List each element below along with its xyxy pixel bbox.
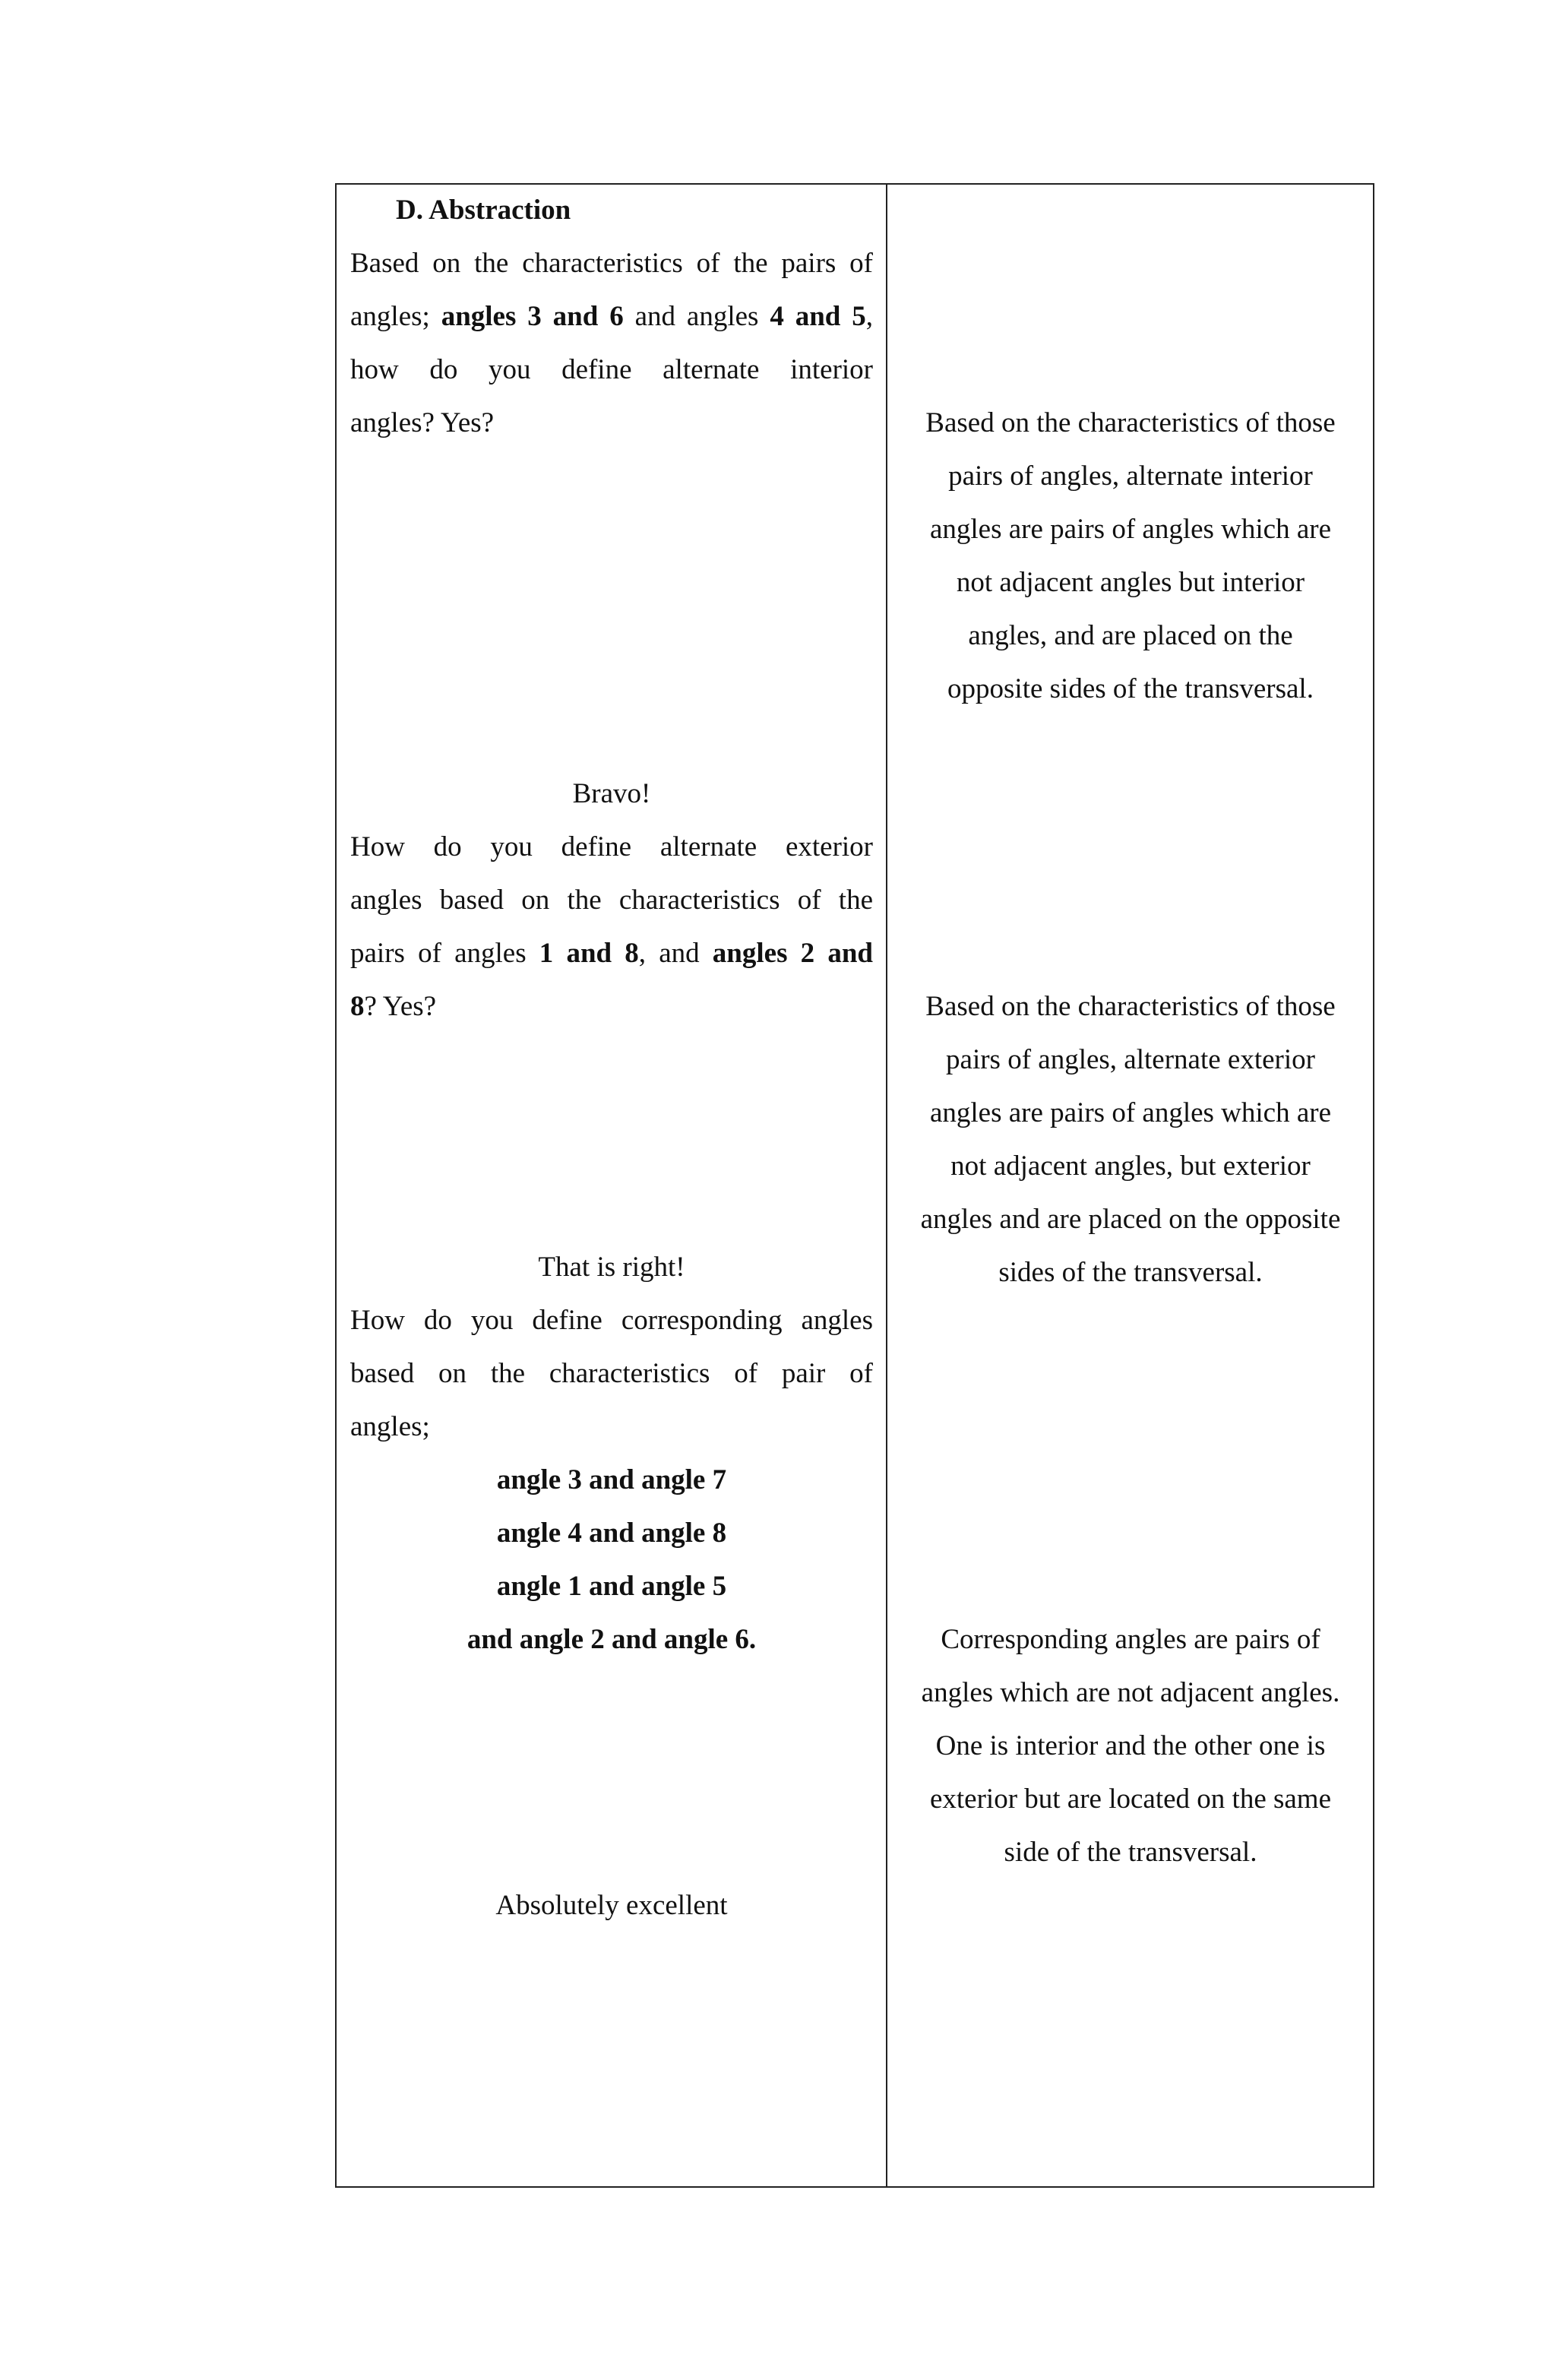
lesson-table bbox=[335, 183, 1374, 2188]
q3-line-3: angles; bbox=[350, 1411, 430, 1442]
q1-text: and angles bbox=[623, 301, 770, 332]
a2-line-1: Based on the characteristics of those bbox=[925, 991, 1336, 1022]
column-divider bbox=[886, 185, 887, 2186]
q2-line-4 bbox=[350, 980, 436, 1033]
a2-line-5: angles and are placed on the opposite bbox=[920, 1204, 1341, 1235]
q2-bold-pair: angles 2 and bbox=[712, 938, 873, 969]
q2-bold-number: 8 bbox=[350, 991, 365, 1022]
a1-line-5: angles, and are placed on the bbox=[968, 620, 1293, 651]
q2-text: ? Yes? bbox=[364, 991, 437, 1022]
q3-pair-2: angle 4 and angle 8 bbox=[496, 1518, 727, 1549]
q3-pair-4: and angle 2 and angle 6. bbox=[466, 1624, 757, 1655]
a3-line-4: exterior but are located on the same bbox=[929, 1783, 1332, 1815]
q2-bold-pair: 1 and 8 bbox=[539, 938, 639, 969]
a3-line-5: side of the transversal. bbox=[1004, 1837, 1257, 1868]
a1-line-4: not adjacent angles but interior bbox=[956, 567, 1305, 598]
q3-line-2: based on the characteristics of pair of bbox=[350, 1358, 873, 1389]
section-heading: D. Abstraction bbox=[396, 195, 571, 226]
q1-line-2 bbox=[350, 290, 873, 343]
q1-bold-pair: 4 and 5 bbox=[770, 301, 866, 332]
q2-text: pairs of angles bbox=[350, 938, 539, 969]
q3-pair-1: angle 3 and angle 7 bbox=[496, 1464, 727, 1495]
q1-text: angles; bbox=[350, 301, 441, 332]
a2-line-3: angles are pairs of angles which are bbox=[929, 1097, 1332, 1128]
praise-that-is-right: That is right! bbox=[538, 1252, 685, 1283]
q3-line-1: How do you define corresponding angles bbox=[350, 1305, 873, 1336]
q1-line-3: how do you define alternate interior bbox=[350, 354, 873, 385]
q1-line-4: angles? Yes? bbox=[350, 407, 495, 438]
a3-line-1: Corresponding angles are pairs of bbox=[941, 1624, 1320, 1655]
q1-text: , bbox=[865, 301, 873, 332]
a2-line-4: not adjacent angles, but exterior bbox=[950, 1150, 1311, 1182]
q3-pair-3: angle 1 and angle 5 bbox=[496, 1571, 727, 1602]
q2-text: , and bbox=[638, 938, 713, 969]
q2-line-1: How do you define alternate exterior bbox=[350, 831, 873, 862]
a1-line-2: pairs of angles, alternate interior bbox=[948, 460, 1313, 492]
praise-bravo: Bravo! bbox=[572, 778, 651, 809]
q1-bold-pair: angles 3 and 6 bbox=[441, 301, 624, 332]
a2-line-2: pairs of angles, alternate exterior bbox=[946, 1044, 1315, 1075]
a3-line-2: angles which are not adjacent angles. bbox=[921, 1677, 1340, 1708]
a1-line-6: opposite sides of the transversal. bbox=[947, 673, 1314, 704]
q2-line-2: angles based on the characteristics of the bbox=[350, 885, 873, 916]
a3-line-3: One is interior and the other one is bbox=[935, 1730, 1326, 1761]
praise-absolutely-excellent: Absolutely excellent bbox=[495, 1890, 728, 1921]
a2-line-6: sides of the transversal. bbox=[998, 1257, 1263, 1288]
q2-line-3 bbox=[350, 927, 873, 980]
a1-line-3: angles are pairs of angles which are bbox=[929, 514, 1332, 545]
a1-line-1: Based on the characteristics of those bbox=[925, 407, 1336, 438]
q1-line-1: Based on the characteristics of the pairs of bbox=[350, 248, 873, 279]
